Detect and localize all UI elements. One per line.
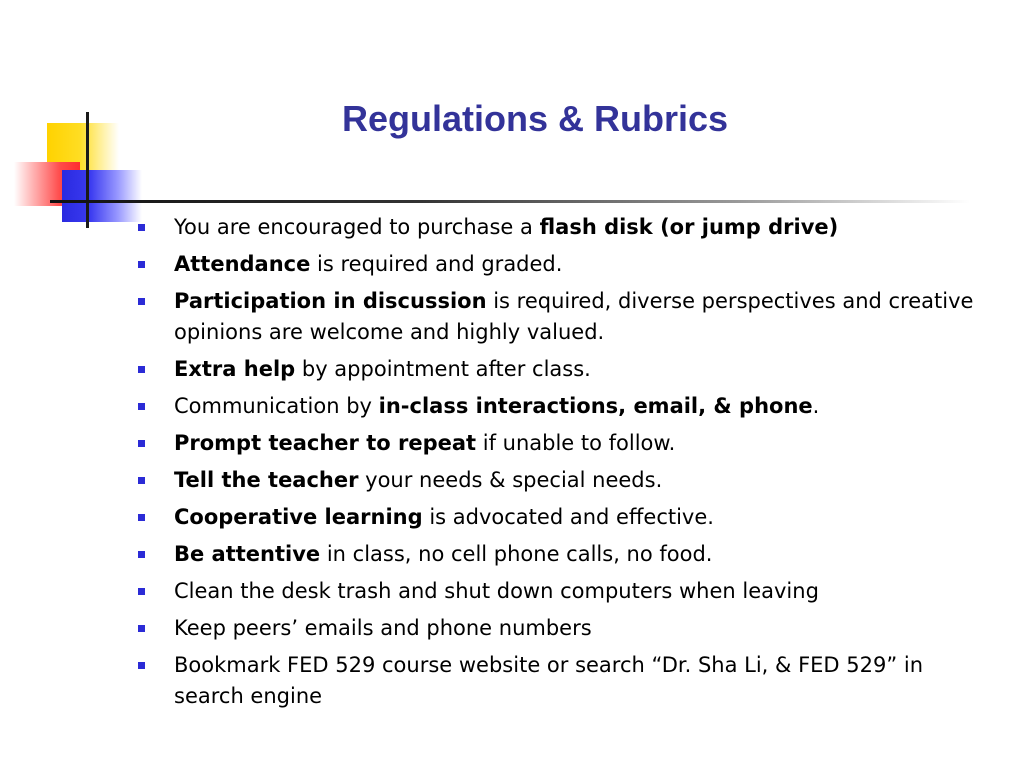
square-bullet-icon (138, 224, 145, 231)
list-item (138, 391, 998, 422)
square-bullet-icon (138, 298, 145, 305)
bullet-text-bold: Tell the teacher (174, 468, 359, 492)
bullet-text-plain: is required, diverse perspectives and creative opinions are welcome and highly valued. (174, 289, 974, 344)
square-bullet-icon (138, 261, 145, 268)
bullet-text-bold: flash disk (or jump drive) (539, 215, 839, 239)
bullet-text-plain: . (812, 394, 820, 418)
bullet-text-bold: Cooperative learning (174, 505, 423, 529)
list-item (138, 613, 998, 644)
list-item (138, 354, 998, 385)
bullet-text-bold: Attendance (174, 252, 311, 276)
bullet-text-plain: by appointment after class. (295, 357, 591, 381)
blue-square-decoration (62, 170, 142, 222)
bullet-text-plain: Communication by (174, 394, 379, 418)
square-bullet-icon (138, 625, 145, 632)
bullet-text-plain: is required and graded. (310, 252, 563, 276)
square-bullet-icon (138, 440, 145, 447)
bullet-text-bold: Participation in discussion (174, 289, 487, 313)
bullet-text-plain: is advocated and effective. (422, 505, 714, 529)
square-bullet-icon (138, 477, 145, 484)
bullet-text-plain: in class, no cell phone calls, no food. (320, 542, 713, 566)
square-bullet-icon (138, 514, 145, 521)
square-bullet-icon (138, 588, 145, 595)
bullet-text-plain: if unable to follow. (476, 431, 676, 455)
bullet-text-plain: You are encouraged to purchase a (174, 215, 540, 239)
bullet-list (138, 212, 998, 718)
list-item (138, 650, 998, 712)
square-bullet-icon (138, 403, 145, 410)
list-item (138, 212, 998, 243)
list-item (138, 249, 998, 280)
list-item (138, 576, 998, 607)
bullet-text-plain: Clean the desk trash and shut down computers when leaving (174, 579, 819, 603)
title-underline-divider (50, 200, 970, 203)
bullet-text-plain: Bookmark FED 529 course website or search “Dr. Sha Li, & FED 529” in search engine (174, 653, 924, 708)
square-bullet-icon (138, 662, 145, 669)
list-item (138, 539, 998, 570)
bullet-text-bold: Extra help (174, 357, 296, 381)
list-item (138, 428, 998, 459)
square-bullet-icon (138, 551, 145, 558)
list-item (138, 286, 998, 348)
bullet-text-bold: Be attentive (174, 542, 321, 566)
list-item (138, 502, 998, 533)
square-bullet-icon (138, 366, 145, 373)
bullet-text-bold: in-class interactions, email, & phone (378, 394, 813, 418)
bullet-text-plain: Keep peers’ emails and phone numbers (174, 616, 592, 640)
bullet-text-plain: your needs & special needs. (358, 468, 663, 492)
slide-title: Regulations & Rubrics (341, 98, 729, 139)
bullet-text-bold: Prompt teacher to repeat (174, 431, 477, 455)
list-item (138, 465, 998, 496)
